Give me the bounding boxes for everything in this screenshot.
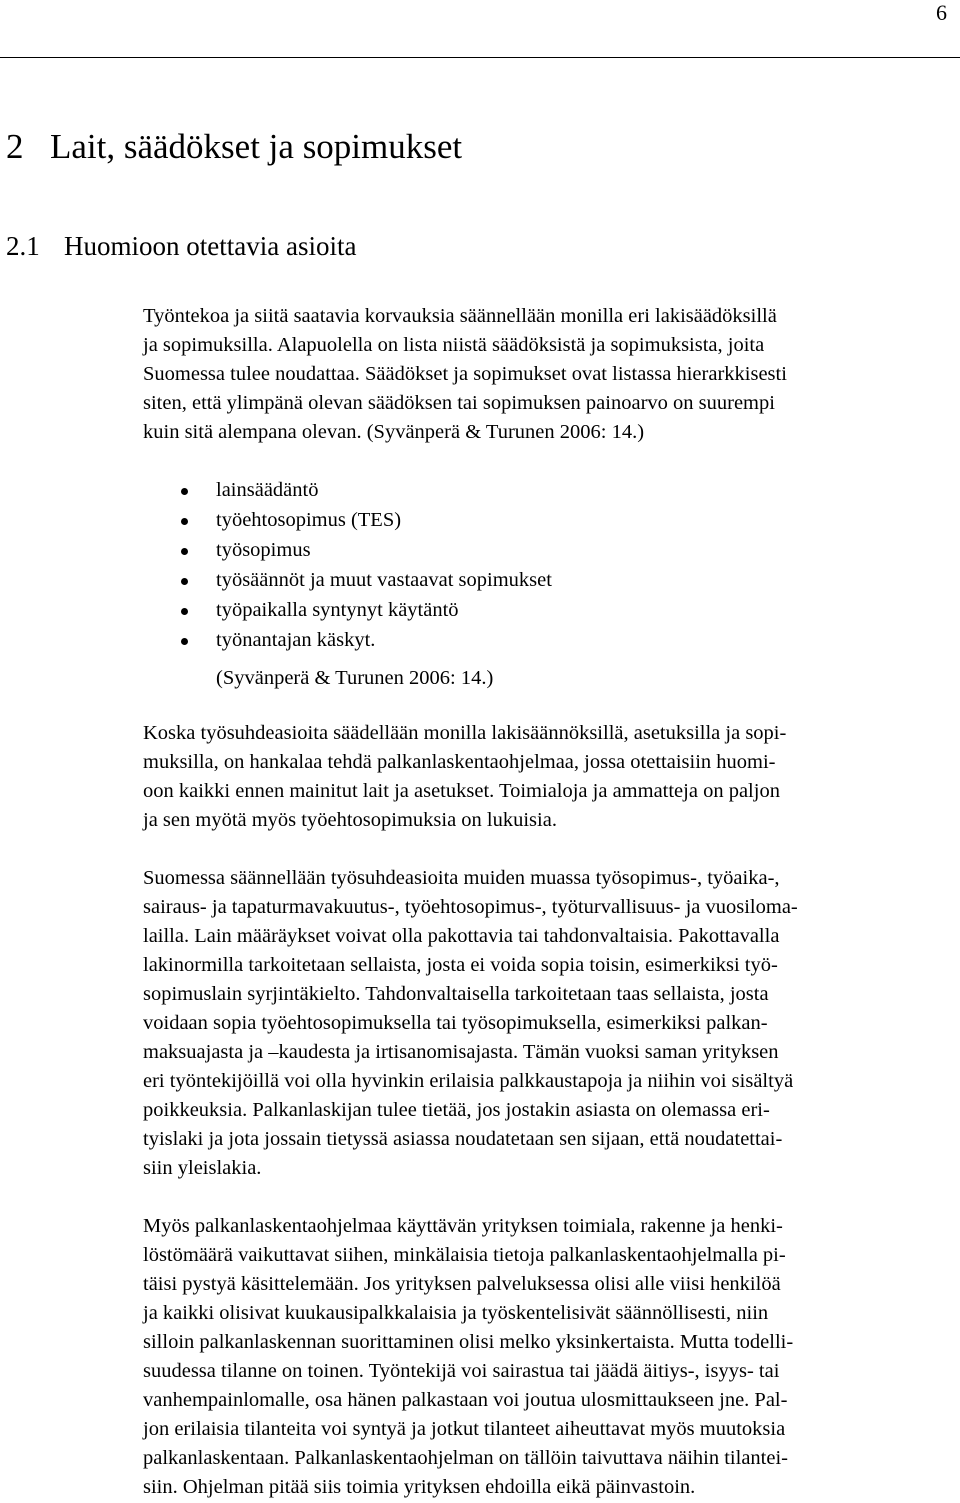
text-line: eri työntekijöillä voi olla hyvinkin erilaisia palkkaustapoja ja niihin voi sisältyä xyxy=(143,1070,794,1092)
text-line: Suomessa säännellään työsuhdeasioita muiden muassa työsopimus-, työaika-, xyxy=(143,867,780,889)
paragraph-3 xyxy=(143,864,938,1183)
list-item xyxy=(143,565,552,595)
paragraph-2 xyxy=(143,719,938,835)
chapter-title: Lait, säädökset ja sopimukset xyxy=(50,127,463,166)
text-line: ja kaikki olisivat kuukausipalkkalaisia ja työskentelisivät säännöllisesti, niin xyxy=(143,1302,769,1324)
bullet-icon xyxy=(181,518,188,525)
text-line: sopimuslain syrjintäkielto. Tahdonvaltaisella tarkoitetaan taas sellaista, josta xyxy=(143,983,769,1005)
text-line: suudessa tilanne on toinen. Työntekijä voi sairastua tai jäädä äitiys-, isyys- tai xyxy=(143,1360,780,1382)
list-item xyxy=(143,625,552,655)
section-number: 2.1 xyxy=(6,231,40,261)
chapter-number: 2 xyxy=(6,127,24,166)
bullet-icon xyxy=(181,488,188,495)
page-number: 6 xyxy=(936,0,947,25)
header-rule xyxy=(0,57,960,58)
text-line: lailla. Lain määräykset voivat olla pakottavia tai tahdonvaltaisia. Pakottavalla xyxy=(143,925,780,947)
bullet-icon xyxy=(181,578,188,585)
text-line: löstömäärä vaikuttavat siihen, minkälaisia tietoja palkanlaskentaohjelmalla pi- xyxy=(143,1244,786,1266)
hierarchy-list xyxy=(143,475,552,655)
text-line: palkanlaskentaan. Palkanlaskentaohjelman on tällöin taivuttava näihin tilantei- xyxy=(143,1447,788,1469)
text-line: tyislaki ja jota jossain tietyssä asiassa noudatetaan sen sijaan, että noudatettai- xyxy=(143,1128,783,1150)
text-line: poikkeuksia. Palkanlaskijan tulee tietää, jos jostakin asiasta on olemassa eri- xyxy=(143,1099,770,1121)
text-line: Työntekoa ja siitä saatavia korvauksia säännellään monilla eri lakisäädöksillä xyxy=(143,305,777,327)
text-line: Koska työsuhdeasioita säädellään monilla lakisäännöksillä, asetuksilla ja sopi- xyxy=(143,722,787,744)
list-item xyxy=(143,595,552,625)
text-line: muksilla, on hankalaa tehdä palkanlaskentaohjelmaa, jossa otettaisiin huomi- xyxy=(143,751,776,773)
text-line: lakinormilla tarkoitetaan sellaista, josta ei voida sopia toisin, esimerkiksi työ- xyxy=(143,954,778,976)
list-item-text: työsopimus xyxy=(216,539,311,561)
text-line: voidaan sopia työehtosopimuksella tai työsopimuksella, esimerkiksi palkan- xyxy=(143,1012,768,1034)
list-item-text: lainsäädäntö xyxy=(216,479,319,501)
text-line: siin yleislakia. xyxy=(143,1157,262,1179)
list-item-text: työnantajan käskyt. xyxy=(216,629,376,651)
text-line: Suomessa tulee noudattaa. Säädökset ja sopimukset ovat listassa hierarkkisesti xyxy=(143,363,787,385)
text-line: ja sopimuksilla. Alapuolella on lista niistä säädöksistä ja sopimuksista, joita xyxy=(143,334,765,356)
section-heading xyxy=(6,230,356,262)
bullet-icon xyxy=(181,608,188,615)
text-line: oon kaikki ennen mainitut lait ja asetukset. Toimialoja ja ammatteja on paljon xyxy=(143,780,780,802)
text-line: maksuajasta ja –kaudesta ja irtisanomisajasta. Tämän vuoksi saman yrityksen xyxy=(143,1041,779,1063)
bullet-icon xyxy=(181,548,188,555)
text-line: kuin sitä alempana olevan. (Syvänperä & Turunen 2006: 14.) xyxy=(143,421,645,443)
list-item xyxy=(143,505,552,535)
intro-paragraph xyxy=(143,302,938,447)
list-item-text: työsäännöt ja muut vastaavat sopimukset xyxy=(216,569,552,591)
list-item xyxy=(143,535,552,565)
paragraph-4 xyxy=(143,1212,938,1502)
text-line: jon erilaisia tilanteita voi syntyä ja jotkut tilanteet aiheuttavat myös muutoksia xyxy=(143,1418,786,1440)
section-title: Huomioon otettavia asioita xyxy=(64,231,357,261)
text-line: Myös palkanlaskentaohjelmaa käyttävän yrityksen toimiala, rakenne ja henki- xyxy=(143,1215,783,1237)
text-line: siin. Ohjelman pitää siis toimia yrityksen ehdoilla eikä päinvastoin. xyxy=(143,1476,696,1498)
text-line: sairaus- ja tapaturmavakuutus-, työehtosopimus-, työturvallisuus- ja vuosiloma- xyxy=(143,896,798,918)
list-item-text: työehtosopimus (TES) xyxy=(216,509,402,531)
text-line: vanhempainlomalle, osa hänen palkastaan voi joutua ulosmittaukseen jne. Pal- xyxy=(143,1389,788,1411)
text-line: silloin palkanlaskennan suorittaminen olisi melko yksinkertaista. Mutta todelli- xyxy=(143,1331,794,1353)
list-item xyxy=(143,475,552,505)
list-citation: (Syvänperä & Turunen 2006: 14.) xyxy=(216,667,494,689)
chapter-heading xyxy=(6,126,462,168)
list-item-text: työpaikalla syntynyt käytäntö xyxy=(216,599,459,621)
text-line: siten, että ylimpänä olevan säädöksen tai sopimuksen painoarvo on suurempi xyxy=(143,392,775,414)
text-line: täisi pystyä käsittelemään. Jos yrityksen palveluksessa olisi alle viisi henkilöä xyxy=(143,1273,781,1295)
text-line: ja sen myötä myös työehtosopimuksia on lukuisia. xyxy=(143,809,557,831)
bullet-icon xyxy=(181,638,188,645)
